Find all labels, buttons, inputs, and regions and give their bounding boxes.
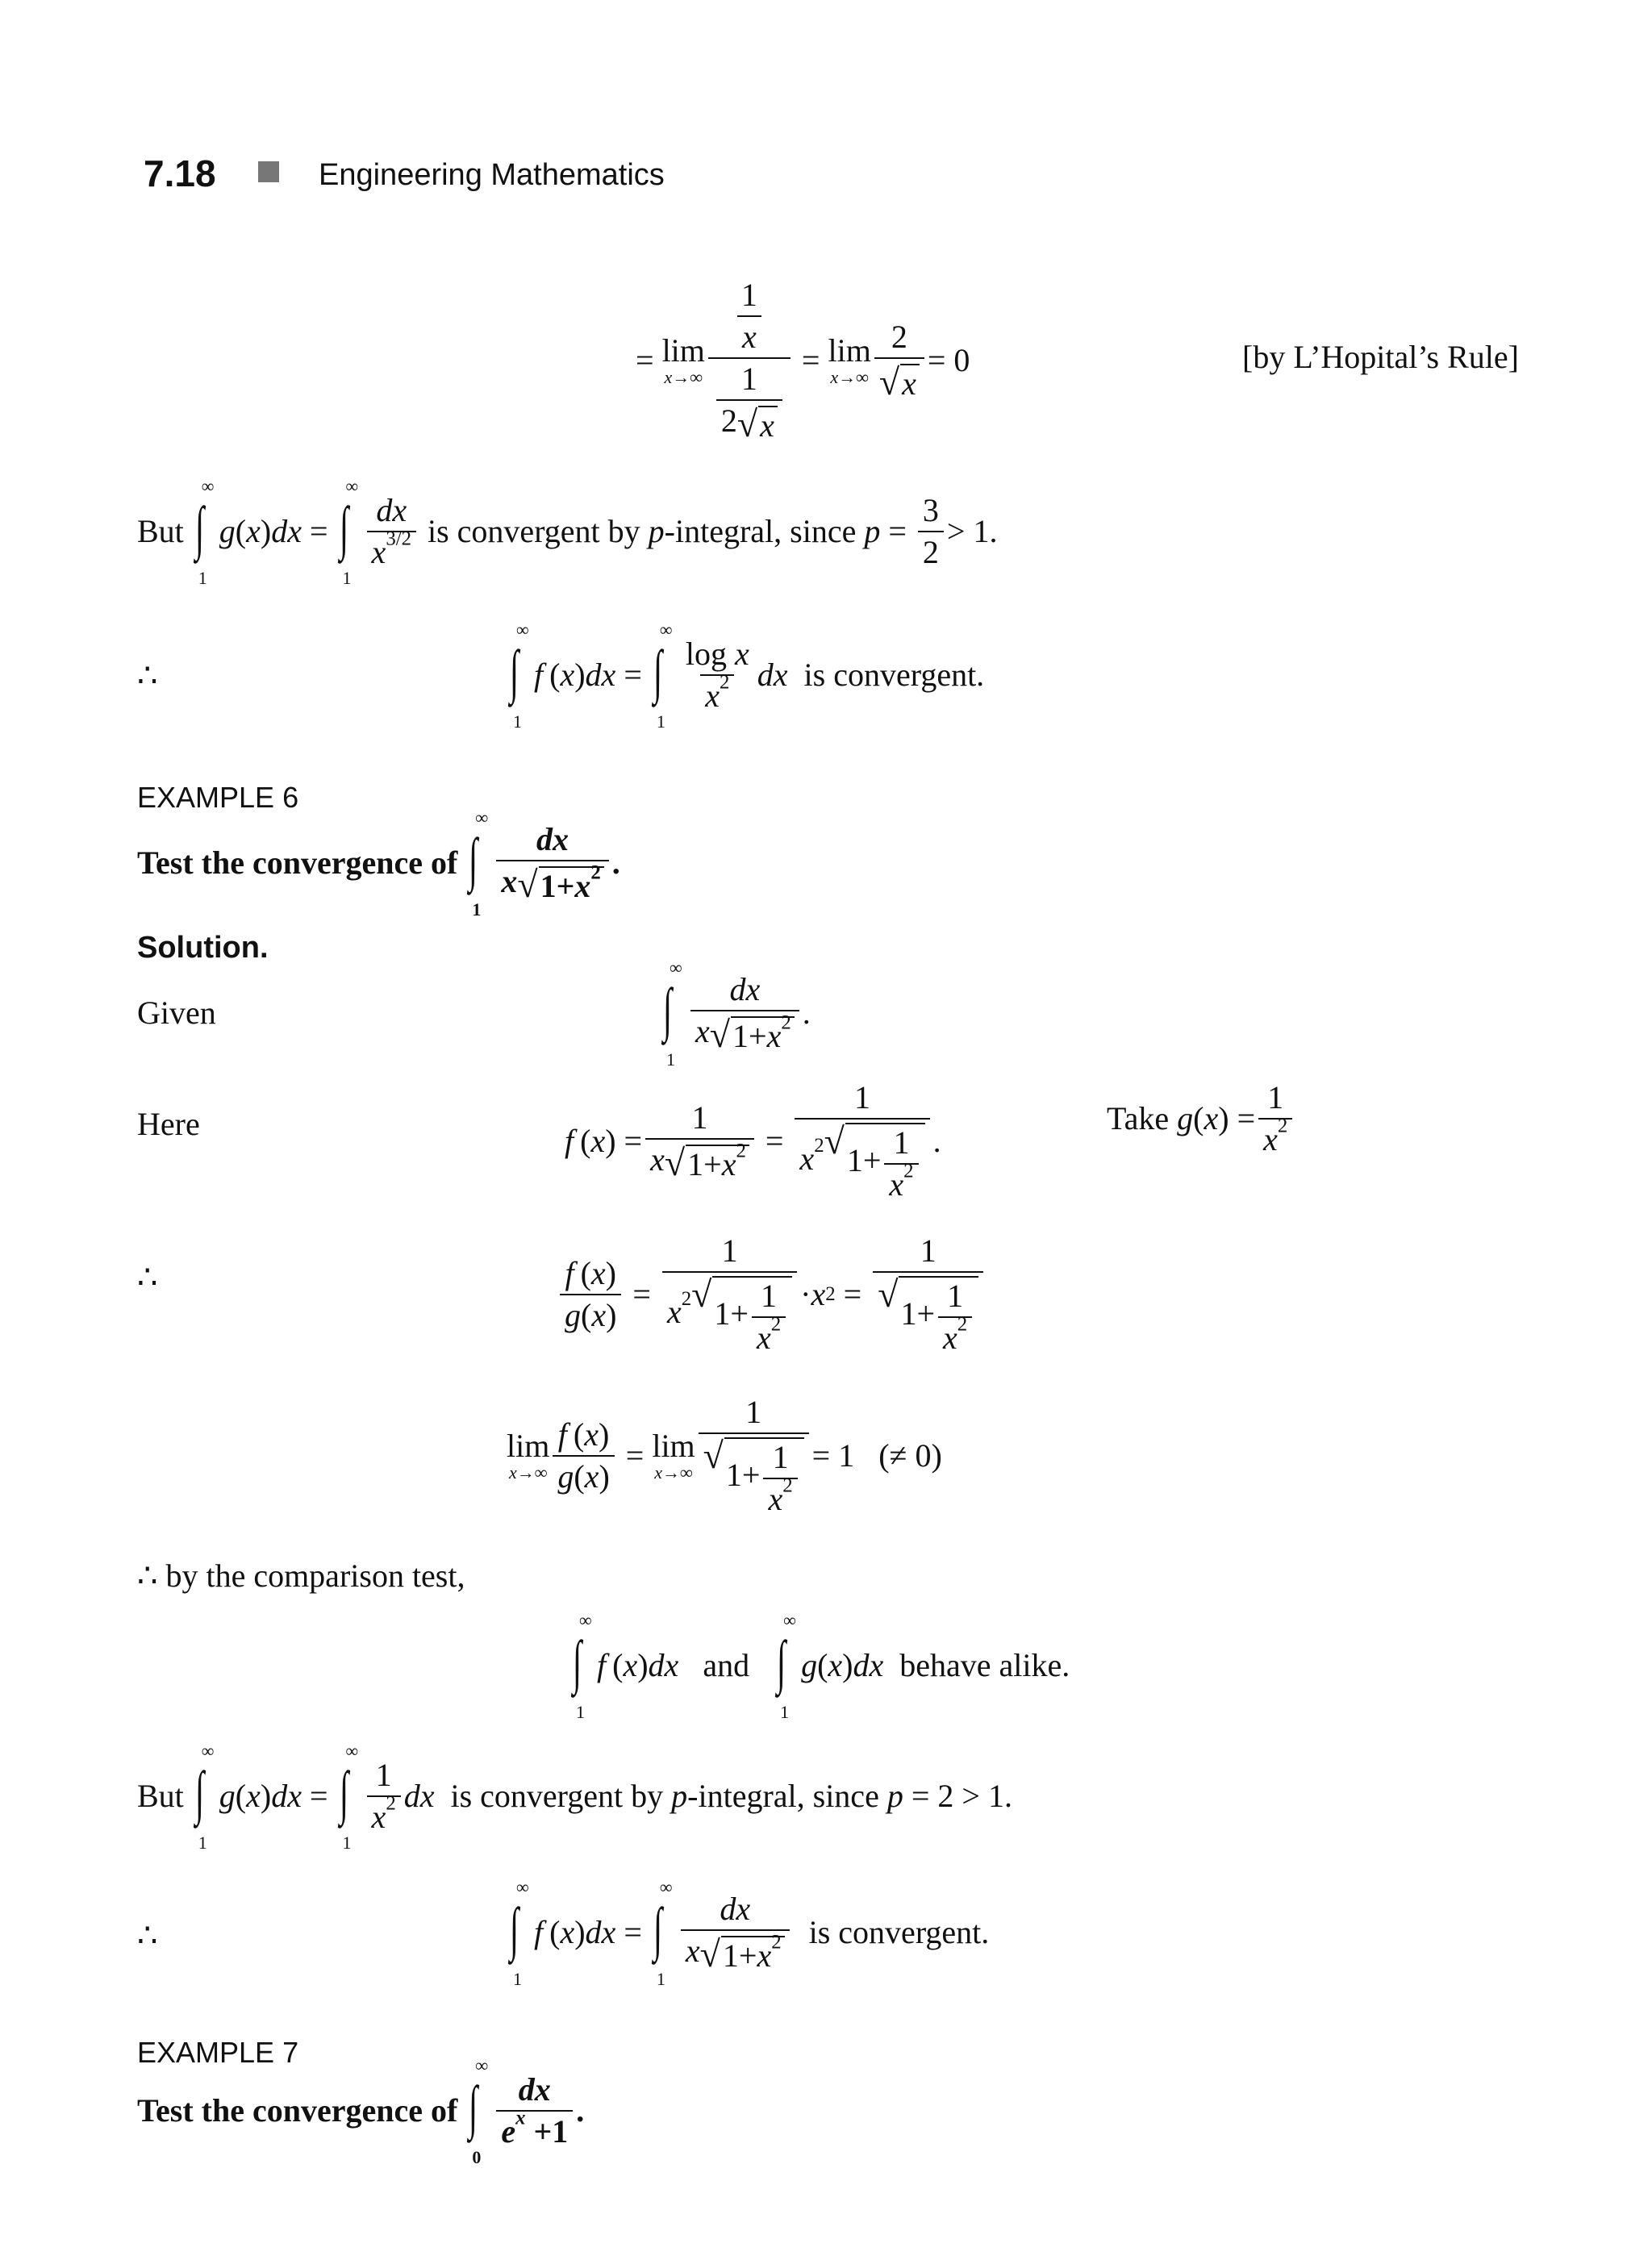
example-6-statement: Test the convergence of ∫ ∞ 1 dx x √ $1+x^2$ . <box>137 807 620 919</box>
p-integral-text: -integral, since <box>664 513 857 549</box>
example-6-text: Test the convergence of <box>137 844 458 881</box>
limit-continuation: = lim x→∞ $\frac{1}{x}$ 1 2 √ x = lim x→∞ 2 √ x = 0 <box>636 277 970 444</box>
here-label: Here <box>137 1106 200 1142</box>
square-bullet-icon <box>258 161 279 186</box>
limit-ratio: lim x→∞ $\frac{f (x)}{g(x)}$ = lim x→∞ 1 √ 1+ $\frac{1}{x^2}$ = 1 (≠ 0) <box>507 1394 942 1517</box>
running-title: Engineering Mathematics <box>319 158 665 192</box>
behave-alike-line: ∫ ∞ 1 f ( x ) dx and ∫ ∞ 1 g ( x ) dx behave alike. <box>573 1610 1070 1722</box>
therefore-symbol-1: ∴ <box>137 657 158 694</box>
p-integral-text-2: -integral, since <box>687 1778 879 1814</box>
example-7-text: Test the convergence of <box>137 2092 458 2129</box>
given-label: Given <box>137 995 216 1031</box>
example-7-heading: EXAMPLE 7 <box>137 2036 299 2069</box>
take-g: Take g ( x ) = $\frac{1}{x^2}$ <box>1107 1081 1295 1157</box>
not-zero-note: (≠ 0) <box>878 1437 942 1474</box>
and-word: and <box>703 1647 750 1683</box>
page-number: 7.18 <box>144 152 216 194</box>
convergent-by-text: is convergent by <box>428 513 640 549</box>
limit-result-zero: = 0 <box>927 341 970 378</box>
conclusion-line-2: ∫ ∞ 1 f ( x ) dx = ∫ ∞ 1 dx x √ $1+x^2$ is convergent. <box>510 1876 990 1989</box>
lhopital-note: [by L’Hopital’s Rule] <box>1242 339 1519 375</box>
conclusion-line-1: ∫ ∞ 1 f ( x ) dx = ∫ ∞ 1 $\frac{\text{log x}}{x^2}$ dx is convergent. <box>510 619 985 732</box>
therefore-symbol-2: ∴ <box>137 1259 158 1295</box>
take-word: Take <box>1107 1100 1170 1136</box>
ratio-expression: $\frac{f (x)}{g(x)}$ = 1 $x^2$ √ 1+ $\frac{1}{x^2}$ · x 2 = 1 √ 1+ $\frac{1}{x^2}$ <box>557 1234 987 1355</box>
f-definition: f ( x ) = 1 x √ $1+x^2$ = 1 $x^2$ √ 1+ $\frac{1}{x^2}$ . <box>565 1079 941 1203</box>
but-line-2: But ∫ ∞ 1 g ( x ) dx = ∫ ∞ 1 $\frac{1}{x^2}$ dx is convergent by p -integral, since p = 2 > 1. <box>137 1741 1012 1853</box>
is-convergent-2: is convergent. <box>808 1913 990 1950</box>
behave-alike-text: behave alike. <box>899 1647 1070 1683</box>
therefore-symbol-3: ∴ <box>137 1917 158 1954</box>
p-value-2: = 2 > 1. <box>911 1778 1012 1814</box>
limit-result-one: = 1 <box>811 1437 855 1474</box>
word-but-2: But <box>137 1778 184 1814</box>
comparison-test-line: ∴ by the comparison test, <box>137 1558 465 1594</box>
given-expression: ∫ ∞ 1 dx x √ $1+x^2$ . <box>663 957 811 1070</box>
example-7-statement: Test the convergence of ∫ ∞ 0 $\frac{dx}{e^x +1}$ . <box>137 2055 585 2167</box>
word-but: But <box>137 513 184 549</box>
convergent-by-text-2: is convergent by <box>450 1778 664 1814</box>
p-value-1: > 1. <box>946 513 998 549</box>
but-line-1: But ∫ ∞ 1 g ( x ) dx = ∫ ∞ 1 $\frac{dx}{x^{3/2}}$ is convergent by p -integral, since p = $\frac{3}{2}$ > 1. <box>137 476 998 588</box>
is-convergent-1: is convergent. <box>803 657 985 693</box>
solution-label: Solution. <box>137 931 269 965</box>
example-6-heading: EXAMPLE 6 <box>137 781 299 814</box>
